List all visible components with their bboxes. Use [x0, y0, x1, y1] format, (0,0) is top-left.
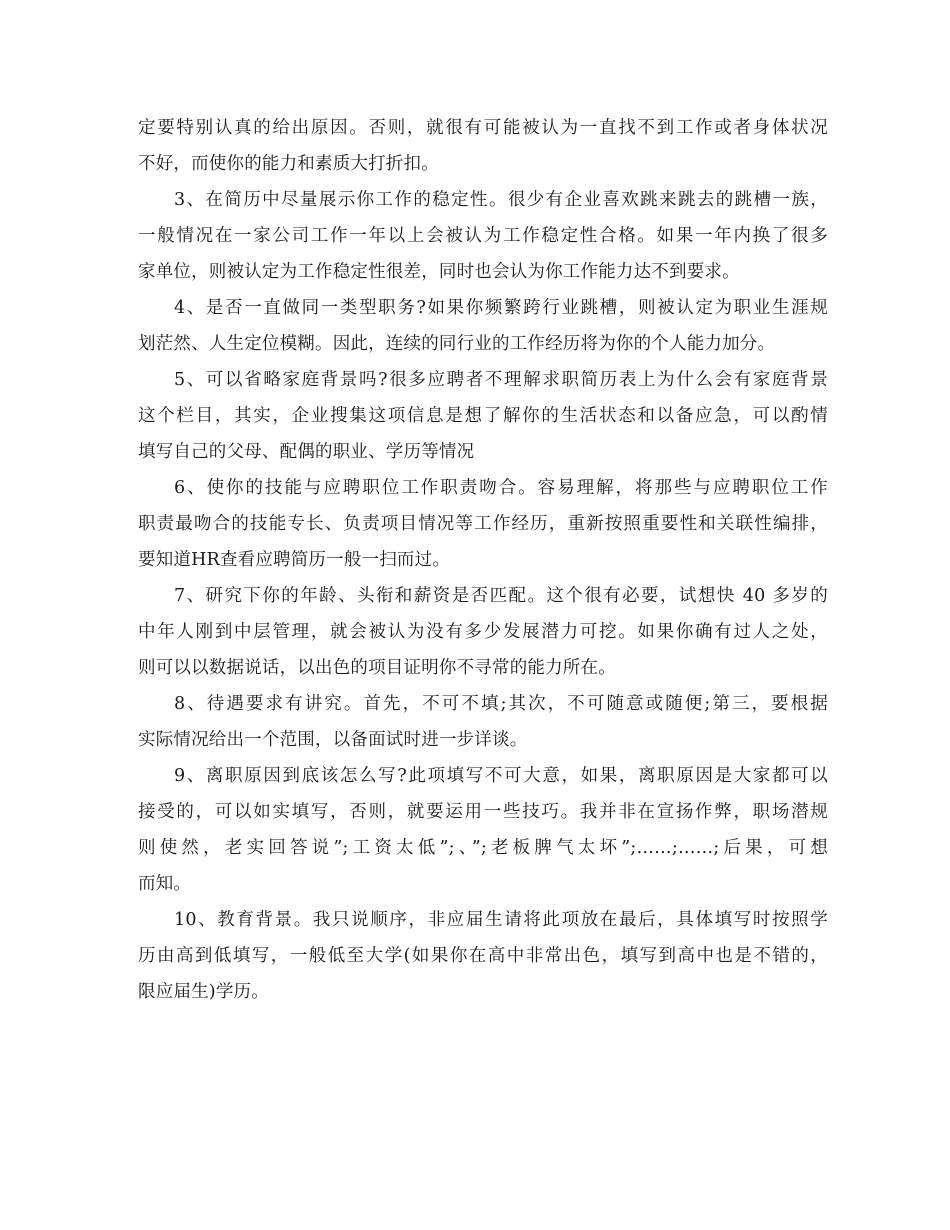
paragraph-line: 家单位，则被认定为工作稳定性很差，同时也会认为你工作能力达不到要求。	[138, 262, 740, 282]
paragraph-line: 划茫然、人生定位模糊。因此，连续的同行业的工作经历将为你的个人能力加分。	[138, 334, 776, 354]
paragraph-line: 而知。	[138, 874, 192, 894]
paragraph-line: 一般情况在一家公司工作一年以上会被认为工作稳定性合格。如果一年内换了很多	[138, 226, 828, 246]
paragraph-line: 接受的，可以如实填写，否则，就要运用一些技巧。我并非在宣扬作弊，职场潜规	[138, 802, 828, 822]
paragraph-line: 则可以以数据说话，以出色的项目证明你不寻常的能力所在。	[138, 658, 616, 678]
paragraph-line: 这个栏目，其实，企业搜集这项信息是想了解你的生活状态和以备应急，可以酌情	[138, 406, 828, 426]
paragraph-line: 历由高到低填写，一般低至大学(如果你在高中非常出色，填写到高中也是不错的，	[138, 946, 828, 966]
paragraph-line: 要知道HR查看应聘简历一般一扫而过。	[138, 550, 451, 570]
paragraph-line: 中年人刚到中层管理，就会被认为没有多少发展潜力可挖。如果你确有过人之处，	[138, 622, 828, 642]
paragraph-first-line: 8、待遇要求有讲究。首先，不可不填;其次，不可随意或随便;第三，要根据	[174, 694, 828, 714]
paragraph-first-line: 7、研究下你的年龄、头衔和薪资是否匹配。这个很有必要，试想快 40 多岁的	[174, 586, 828, 606]
paragraph-line: 不好，而使你的能力和素质大打折扣。	[138, 154, 439, 174]
paragraph-line: 限应届生)学历。	[138, 982, 269, 1002]
paragraph-line: 实际情况给出一个范围，以备面试时进一步详谈。	[138, 730, 528, 750]
paragraph-first-line: 9、离职原因到底该怎么写?此项填写不可大意，如果，离职原因是大家都可以	[174, 766, 828, 786]
paragraph-first-line: 10、教育背景。我只说顺序，非应届生请将此项放在最后，具体填写时按照学	[174, 910, 828, 930]
paragraph-first-line: 6、使你的技能与应聘职位工作职责吻合。容易理解，将那些与应聘职位工作	[174, 478, 828, 498]
paragraph-first-line: 4、是否一直做同一类型职务?如果你频繁跨行业跳槽，则被认定为职业生涯规	[174, 298, 828, 318]
paragraph-line: 填写自己的父母、配偶的职业、学历等情况	[138, 442, 475, 462]
paragraph-line: 职责最吻合的技能专长、负责项目情况等工作经历，重新按照重要性和关联性编排，	[138, 514, 828, 534]
paragraph-first-line: 5、可以省略家庭背景吗?很多应聘者不理解求职简历表上为什么会有家庭背景	[174, 370, 828, 390]
paragraph-line: 则使然，老实回答说”;工资太低”;、”;老板脾气太坏”;……;……;后果，可想	[138, 838, 828, 858]
paragraph-line: 定要特别认真的给出原因。否则，就很有可能被认为一直找不到工作或者身体状况	[138, 118, 828, 138]
paragraph-first-line: 3、在简历中尽量展示你工作的稳定性。很少有企业喜欢跳来跳去的跳槽一族，	[174, 190, 828, 210]
document-body	[138, 110, 828, 1010]
